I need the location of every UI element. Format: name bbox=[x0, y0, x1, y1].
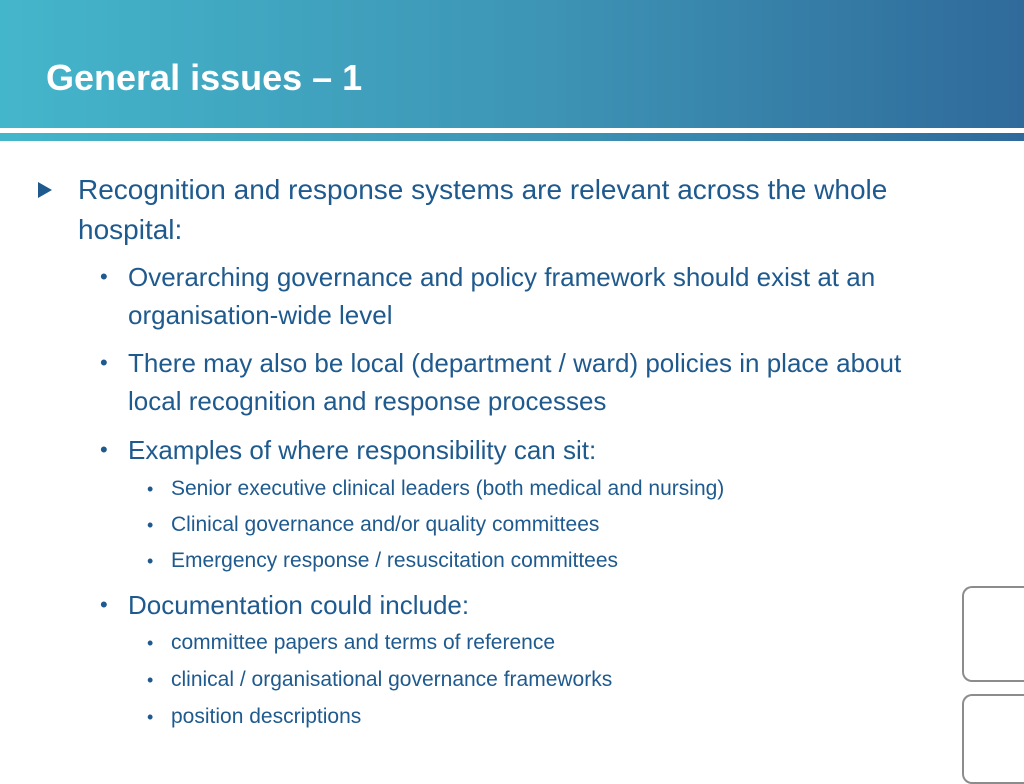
bullet-text: There may also be local (department / ward) policies in place about local recognition and response processes bbox=[128, 348, 902, 416]
dot-bullet-icon: • bbox=[147, 515, 154, 535]
dot-bullet-icon: • bbox=[147, 479, 154, 499]
sub-bullet-text: position descriptions bbox=[171, 705, 362, 728]
slide-title: General issues – 1 bbox=[46, 57, 363, 98]
sub-bullet-text: committee papers and terms of reference bbox=[171, 631, 556, 654]
bullet-text: Overarching governance and policy framework should exist at an organisation-wide level bbox=[128, 262, 876, 330]
slide-nav-button-upper[interactable] bbox=[962, 586, 1024, 682]
bullet-text: Examples of where responsibility can sit: bbox=[128, 435, 597, 465]
bullet-text: Documentation could include: bbox=[128, 590, 470, 620]
header-divider-accent bbox=[0, 133, 1024, 141]
sub-bullet-text: clinical / organisational governance frameworks bbox=[171, 668, 613, 691]
sub-bullet bbox=[147, 703, 931, 731]
dot-bullet-icon: • bbox=[147, 670, 154, 690]
sub-bullet-text: Senior executive clinical leaders (both medical and nursing) bbox=[171, 477, 725, 500]
sub-bullet bbox=[147, 547, 931, 575]
bullet-documentation bbox=[100, 586, 908, 624]
sub-bullet bbox=[147, 475, 931, 503]
dot-bullet-icon: • bbox=[100, 592, 108, 617]
sub-bullet bbox=[147, 666, 931, 694]
dot-bullet-icon: • bbox=[147, 633, 154, 653]
bullet-responsibility bbox=[100, 431, 908, 469]
bullet-governance bbox=[100, 258, 908, 334]
dot-bullet-icon: • bbox=[100, 437, 108, 462]
dot-bullet-icon: • bbox=[100, 350, 108, 375]
dot-bullet-icon: • bbox=[147, 707, 154, 727]
slide-header bbox=[0, 0, 1024, 128]
sub-bullet bbox=[147, 511, 931, 539]
sub-bullet bbox=[147, 629, 931, 657]
bullet-local-policies bbox=[100, 344, 908, 420]
sub-bullet-text: Clinical governance and/or quality committees bbox=[171, 513, 600, 536]
sub-bullet-text: Emergency response / resuscitation committees bbox=[171, 549, 619, 572]
bullet-level1 bbox=[78, 170, 938, 250]
triangle-bullet-icon bbox=[38, 182, 52, 198]
dot-bullet-icon: • bbox=[100, 264, 108, 289]
bullet-text: Recognition and response systems are relevant across the whole hospital: bbox=[78, 174, 888, 245]
dot-bullet-icon: • bbox=[147, 551, 154, 571]
slide-nav-button-lower[interactable] bbox=[962, 694, 1024, 784]
